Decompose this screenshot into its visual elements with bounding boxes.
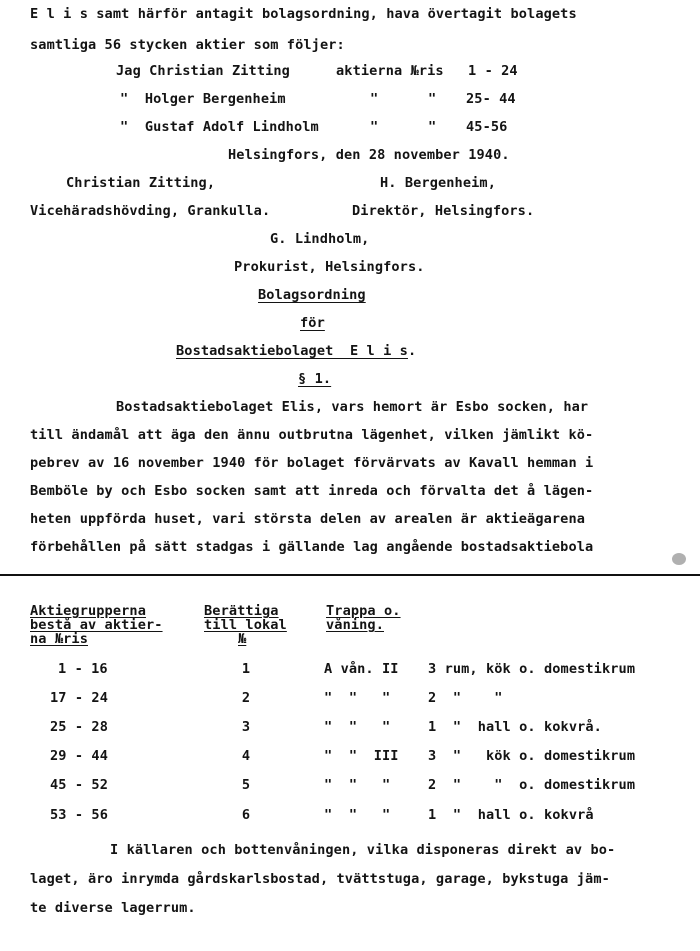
shareholder-range-1: 1 - 24 <box>468 63 518 79</box>
shareholder-label-2: " " <box>370 91 437 107</box>
body-line-5: heten uppförda huset, vari största delen av arealen är aktieägarena <box>30 511 586 527</box>
body-line-3: pebrev av 16 november 1940 för bolaget förvärvats av Kavall hemman i <box>30 455 594 471</box>
shareholder-range-2: 25- 44 <box>466 91 516 107</box>
heading-company <box>176 342 416 360</box>
col2-header-line-1: Berättiga <box>204 603 279 619</box>
row-trappa: " " " <box>324 777 391 793</box>
heading-for: för <box>300 315 325 331</box>
row-lokal: 1 <box>241 661 251 677</box>
heading-bolagsordning: Bolagsordning <box>258 287 366 303</box>
body-line-1: Bostadsaktiebolaget Elis, vars hemort är Esbo socken, har <box>116 399 589 415</box>
col1-header-line-2: bestå av aktier- <box>30 617 163 633</box>
shareholder-name-2: " Holger Bergenheim <box>120 91 286 107</box>
row-rooms: 2 " " o. domestikrum <box>428 777 636 793</box>
col3-header-line-2: våning. <box>326 617 384 633</box>
shareholder-label-3: " " <box>370 119 437 135</box>
signatory-3-title: Prokurist, Helsingfors. <box>234 259 425 275</box>
row-shares: 1 - 16 <box>58 661 108 677</box>
place-date: Helsingfors, den 28 november 1940. <box>228 147 510 163</box>
shareholder-label-1: aktierna №ris <box>336 63 444 79</box>
row-trappa: A vån. II <box>324 661 399 677</box>
row-trappa: " " III <box>324 748 399 764</box>
heading-company-name: Bostadsaktiebolaget E l i s <box>176 343 408 359</box>
signatory-1-title: Vicehäradshövding, Grankulla. <box>30 203 271 219</box>
signatory-2-title: Direktör, Helsingfors. <box>352 203 535 219</box>
row-rooms: 3 " kök o. domestikrum <box>428 748 636 764</box>
shareholder-name-1: Jag Christian Zitting <box>116 63 290 79</box>
body-line-2: till ändamål att äga den ännu outbrutna lägenhet, vilken jämlikt kö- <box>30 427 594 443</box>
row-rooms: 3 rum, kök o. domestikrum <box>428 661 636 677</box>
closing-line-2: laget, äro inrymda gårdskarlsbostad, tvättstuga, garage, bykstuga jäm- <box>30 871 610 887</box>
closing-line-3: te diverse lagerrum. <box>30 900 196 916</box>
row-rooms: 1 " hall o. kokvrå <box>428 807 594 823</box>
col1-header-line-3: na №ris <box>30 631 88 647</box>
row-rooms: 1 " hall o. kokvrå. <box>428 719 602 735</box>
col3-header-line-1: Trappa o. <box>326 603 401 619</box>
row-trappa: " " " <box>324 719 391 735</box>
shareholder-range-3: 45-56 <box>466 119 508 135</box>
row-lokal: 2 <box>241 690 251 706</box>
row-shares: 45 - 52 <box>50 777 108 793</box>
ink-smudge <box>672 553 686 565</box>
shareholder-name-3: " Gustaf Adolf Lindholm <box>120 119 319 135</box>
closing-line-1: I källaren och bottenvåningen, vilka disponeras direkt av bo- <box>110 842 616 858</box>
heading-company-dot: . <box>407 343 417 359</box>
body-line-4: Bemböle by och Esbo socken samt att inreda och förvalta det å lägen- <box>30 483 594 499</box>
col1-header-line-1: Aktiegrupperna <box>30 603 146 619</box>
col2-header-line-3: № <box>238 631 247 647</box>
row-rooms: 2 " " <box>428 690 503 706</box>
row-trappa: " " " <box>324 690 391 706</box>
row-trappa: " " " <box>324 807 391 823</box>
intro-line-2: samtliga 56 stycken aktier som följer: <box>30 37 345 53</box>
row-lokal: 5 <box>241 777 251 793</box>
section-heading: § 1. <box>298 371 332 387</box>
row-shares: 53 - 56 <box>50 807 108 823</box>
row-shares: 25 - 28 <box>50 719 108 735</box>
row-shares: 17 - 24 <box>50 690 108 706</box>
col2-header-line-2: till lokal <box>204 617 287 633</box>
signatory-1-name: Christian Zitting, <box>66 175 216 191</box>
intro-line-1: E l i s samt härför antagit bolagsordning, hava övertagit bolagets <box>30 6 577 22</box>
row-lokal: 3 <box>241 719 251 735</box>
signatory-2-name: H. Bergenheim, <box>380 175 496 191</box>
row-shares: 29 - 44 <box>50 748 108 764</box>
body-line-6: förbehållen på sätt stadgas i gällande lag angående bostadsaktiebola <box>30 539 594 555</box>
signatory-3-name: G. Lindholm, <box>270 231 370 247</box>
page-divider <box>0 574 700 576</box>
row-lokal: 6 <box>241 807 251 823</box>
row-lokal: 4 <box>241 748 251 764</box>
